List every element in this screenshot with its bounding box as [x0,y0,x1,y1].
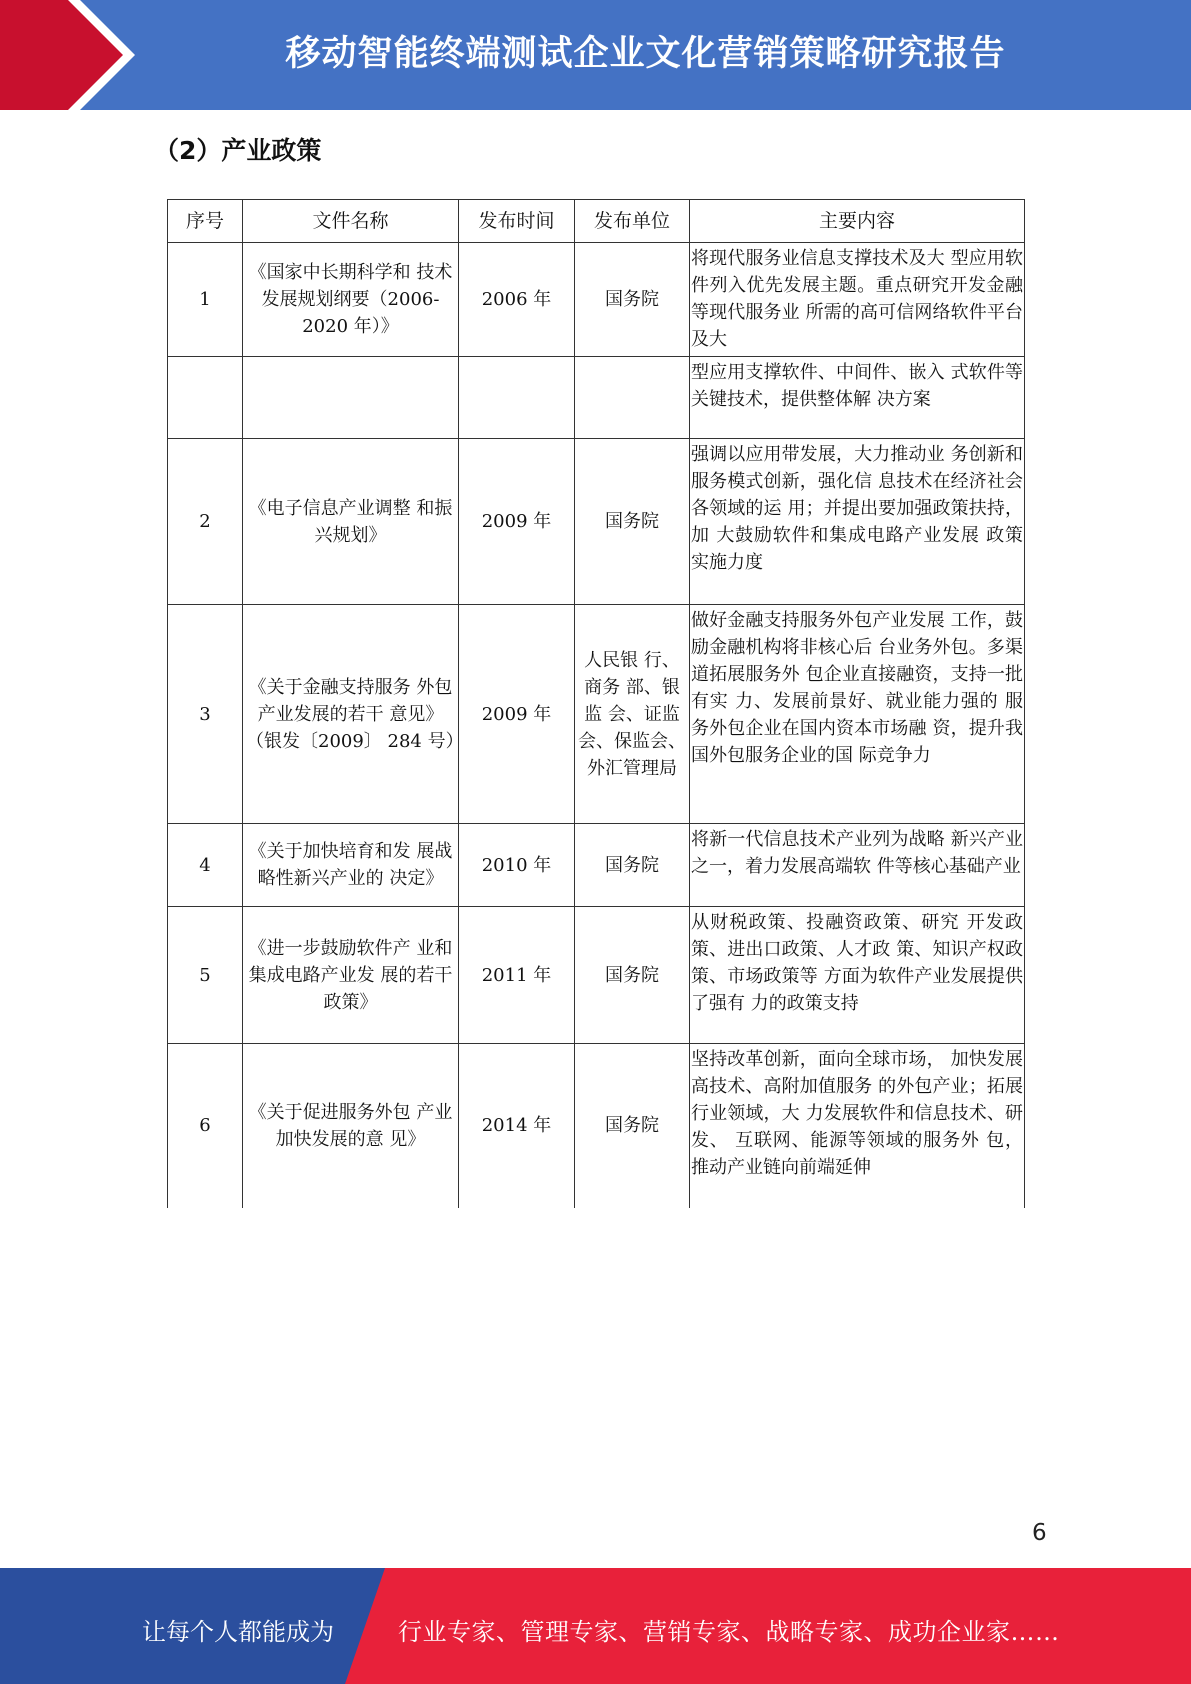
header-arrow-decoration [0,0,160,110]
row-content: 做好金融支持服务外包产业发展 工作，鼓励金融机构将非核心后 台业务外包。多渠道拓展服务外 包企业直接融资，支持一批有实 力、发展前景好、就业能力强的 服务外包企业在国内资本市场融 资，提升我国外包服务企业的国 际竞争力 [690,605,1025,824]
row-time: 2010 年 [459,824,575,907]
table-row [168,824,1025,907]
row-no [168,357,243,439]
row-no: 2 [168,439,243,605]
page-number: 6 [1032,1520,1047,1546]
page-header [0,0,1191,110]
row-content: 从财税政策、投融资政策、研究 开发政策、进出口政策、人才政 策、知识产权政策、市场政策等 方面为软件产业发展提供了强有 力的政策支持 [690,907,1025,1044]
row-content: 将新一代信息技术产业列为战略 新兴产业之一，着力发展高端软 件等核心基础产业 [690,824,1025,907]
table-row [168,243,1025,357]
row-doc: 《关于加快培育和发 展战略性新兴产业的 决定》 [243,824,459,907]
row-time [459,357,575,439]
row-time: 2006 年 [459,243,575,357]
row-doc: 《电子信息产业调整 和振兴规划》 [243,439,459,605]
col-header-content: 主要内容 [690,200,1025,243]
row-org [575,357,690,439]
section-heading: （2）产业政策 [154,136,322,165]
row-time: 2009 年 [459,439,575,605]
table-header-row [168,200,1025,243]
row-content: 强调以应用带发展，大力推动业 务创新和服务模式创新，强化信 息技术在经济社会各领域的运 用；并提出要加强政策扶持，加 大鼓励软件和集成电路产业发展 政策实施力度 [690,439,1025,605]
row-doc: 《国家中长期科学和 技术发展规划纲要（2006-2020 年）》 [243,243,459,357]
row-no: 4 [168,824,243,907]
row-org: 国务院 [575,439,690,605]
row-doc: 《关于促进服务外包 产业加快发展的意 见》 [243,1044,459,1208]
row-doc: 《关于金融支持服务 外包产业发展的若干 意见》（银发〔2009〕 284 号） [243,605,459,824]
col-header-time: 发布时间 [459,200,575,243]
row-no: 6 [168,1044,243,1208]
row-org: 国务院 [575,907,690,1044]
table-row [168,439,1025,605]
table-row [168,357,1025,439]
row-time: 2011 年 [459,907,575,1044]
table-row [168,907,1025,1044]
table-row [168,1044,1025,1208]
report-title: 移动智能终端测试企业文化营销策略研究报告 [285,34,1006,74]
row-org: 国务院 [575,243,690,357]
row-no: 5 [168,907,243,1044]
row-doc: 《进一步鼓励软件产 业和集成电路产业发 展的若干政策》 [243,907,459,1044]
col-header-doc: 文件名称 [243,200,459,243]
row-org: 人民银 行、商务 部、银监 会、证监会、保监会、外汇管理局 [575,605,690,824]
row-content: 型应用支撑软件、中间件、嵌入 式软件等关键技术，提供整体解 决方案 [690,357,1025,439]
page-footer [0,1568,1191,1684]
row-time: 2014 年 [459,1044,575,1208]
col-header-org: 发布单位 [575,200,690,243]
footer-slogan-left: 让每个人都能成为 [142,1618,334,1646]
col-header-no: 序号 [168,200,243,243]
footer-slogan-right: 行业专家、管理专家、营销专家、战略专家、成功企业家…… [398,1618,1060,1646]
row-no: 3 [168,605,243,824]
row-content: 将现代服务业信息支撑技术及大 型应用软件列入优先发展主题。重点研究开发金融等现代服务业 所需的高可信网络软件平台及大 [690,243,1025,357]
row-org: 国务院 [575,824,690,907]
row-no: 1 [168,243,243,357]
table-row [168,605,1025,824]
row-doc [243,357,459,439]
row-content: 坚持改革创新，面向全球市场， 加快发展高技术、高附加值服务 的外包产业；拓展行业领域，大 力发展软件和信息技术、研发、 互联网、能源等领域的服务外 包，推动产业链向前端延伸 [690,1044,1025,1208]
policy-table [167,199,1025,1208]
row-time: 2009 年 [459,605,575,824]
row-org: 国务院 [575,1044,690,1208]
